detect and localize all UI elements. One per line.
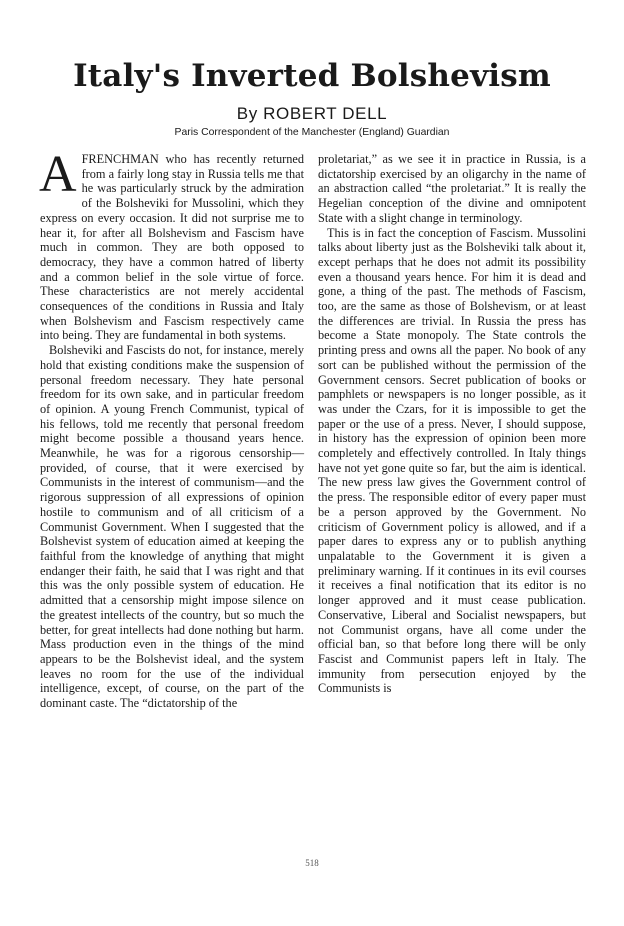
paragraph-text: FRENCHMAN who has recently returned from a fairly long stay in Russia tells me that he was particularly struck by the admiration of the Bolsheviki for Mussolini, which they express on every occasion. It did not surprise me to hear it, for after all Bolshevism and Fascism have much in common. They are both opposed to democracy, they have a common hatred of liberty and a common belief in the sole virtue of force. These characteristics are not merely accidental consequences of the conditions in Russia and Italy when Bolshevism and Fascism respectively came into being. They are fundamental in both systems. [40,152,304,343]
paragraph: proletariat,” as we see it in practice in Russia, is a dictatorship exercised by an oligarchy in the name of an abstraction called “the proletariat.” It is really the Hegelian conception of the divine and omnipotent State with a slight change in terminology. [318,152,586,225]
author-byline: By ROBERT DELL [236,104,388,123]
paragraph: This is in fact the conception of Fascism. Mussolini talks about liberty just as the Bolsheviki talk about it, except perhaps that he does not admit its possibility even a thousand years hence. For him it is dead and gone, a thing of the past. The methods of Fascism, too, are the same as those of Bolshevism, or at least the differences are trivial. In Russia the press has become a State monopoly. The State controls the printing press and owns all the paper. No book of any sort can be published without the permission of the Government censors. Secret publication of books or pamphlets or newspapers is no longer possible, as it was under the Czars, for it is impossible to get the paper or the use of a press. Never, I should suppose, in history has the expression of opinion been more completely and effectively controlled. In Italy things have not yet gone quite so far, but the aim is identical. The new press law gives the Government control of the press. The responsible editor of every paper must be a person approved by the Government. No criticism of Government policy is allowed, and if a paper dares to express any or to publish anything unpalatable to the Government it is given a preliminary warning. If it continues in its evil courses it receives a final notification that its editor is no longer approved and it must cease publication. Conservative, Liberal and Socialist newspapers, but not Communist organs, have all come under the official ban, so that before long there will be only Fascist and Communist papers left in Italy. The immunity from persecution enjoyed by the Communists is [318,225,586,696]
drop-cap: A [39,146,77,203]
left-column [39,146,304,711]
paragraph [39,146,304,343]
author-affiliation: Paris Correspondent of the Manchester (England) Guardian [174,127,450,138]
article-title: Italy's Inverted Bolshevism [73,58,551,94]
right-column [318,152,586,696]
page-number: 518 [305,858,319,868]
paragraph: Bolsheviki and Fascists do not, for instance, merely hold that existing conditions make the suspension of personal freedom necessary. They hate personal freedom for its own sake, and in particular freedom of opinion. A young French Communist, typical of his fellows, told me recently that personal freedom might become possible a thousand years hence. Meanwhile, he was for a rigorous censorship—provided, of course, that it were exercised by Communists in the interest of communism—and the rigorous suppression of all expressions of opinion hostile to communism and of all criticism of a Communist Government. When I suggested that the Bolshevist system of education aimed at keeping the faithful from the knowledge of anything that might endanger their faith, he said that I was right and that this was the only possible system of education. He admitted that a censorship might impose silence on the greatest intellects of the country, but so much the better, for great intellects had done nothing but harm. Mass production even in the things of the mind appears to be the Bolshevist ideal, and the system leaves no room for the use of the individual intelligence, except, of course, on the part of the dominant caste. The “dictatorship of the [40,343,304,711]
